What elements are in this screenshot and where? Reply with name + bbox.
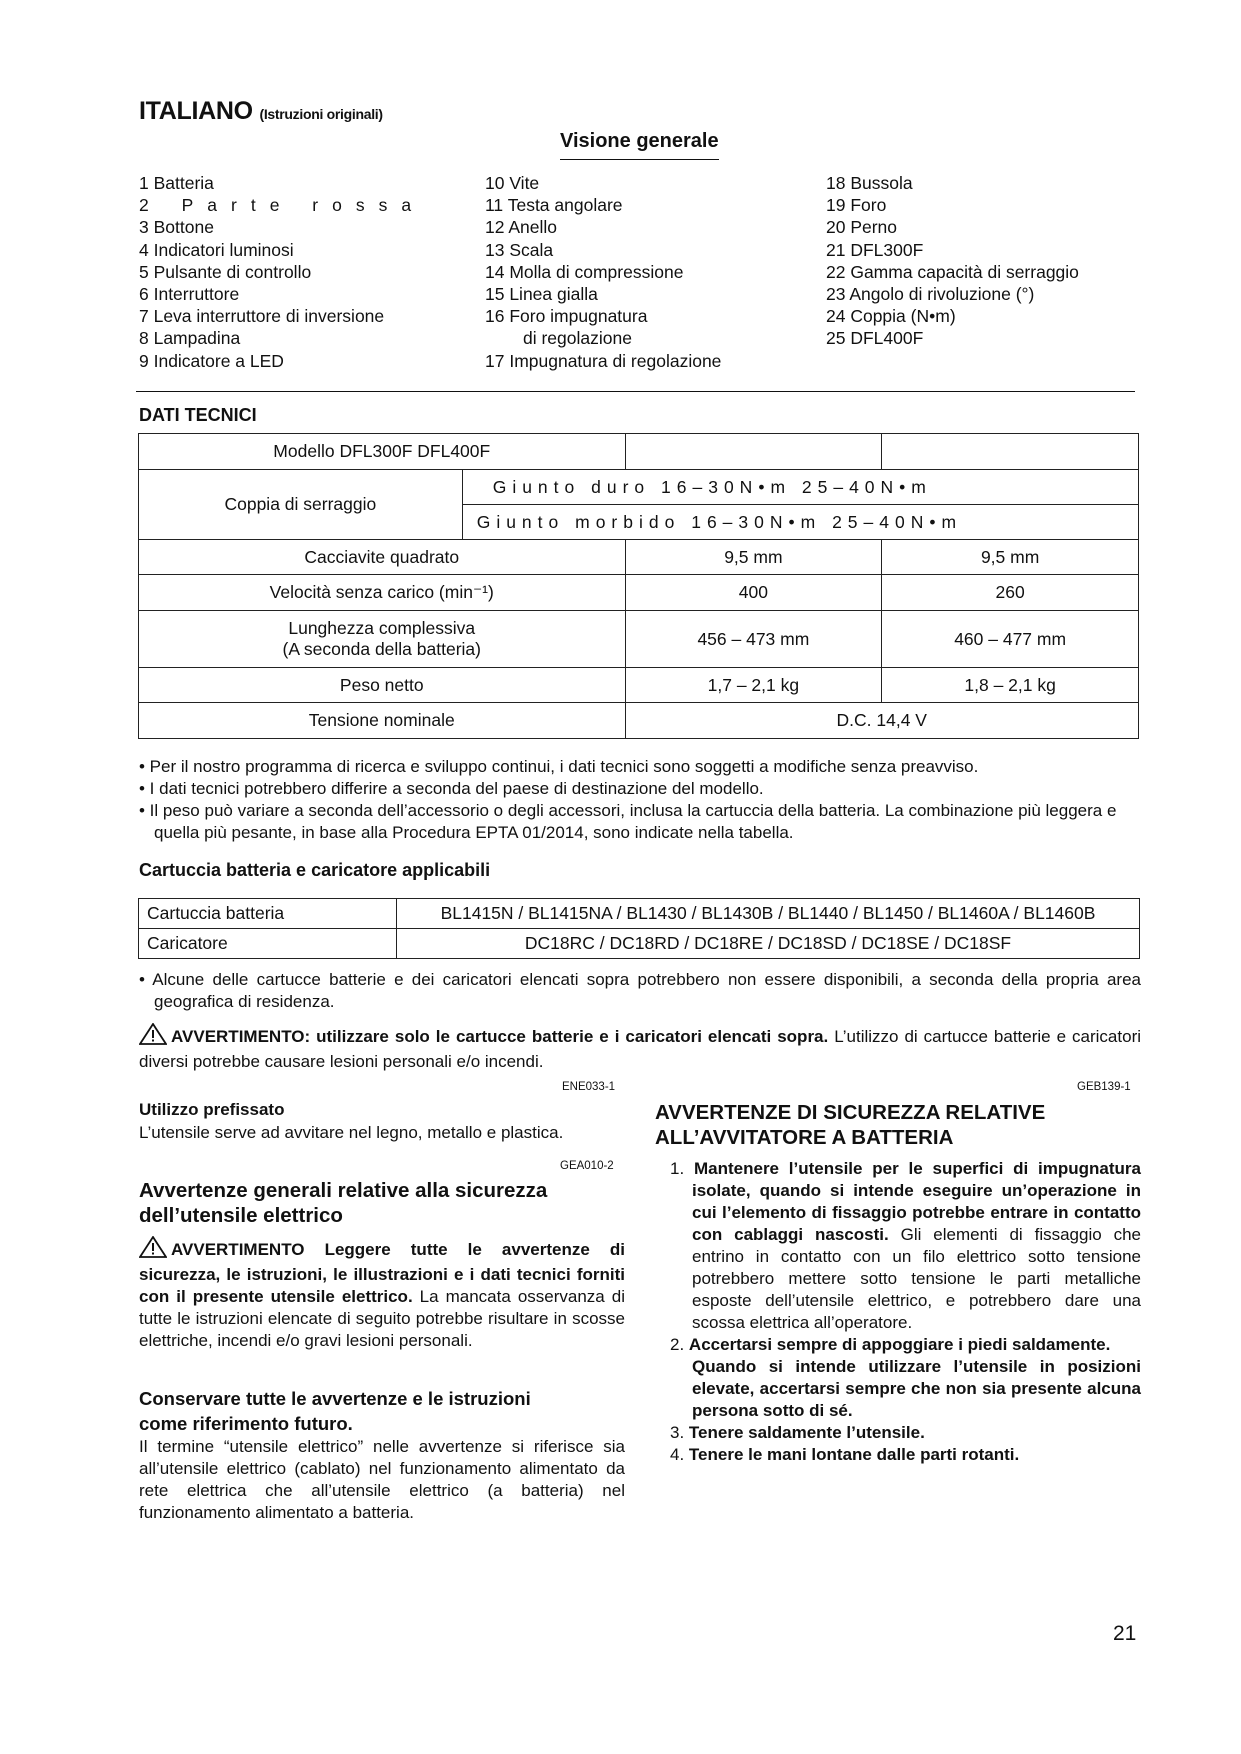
table-row (139, 668, 1139, 703)
title-line: Conservare tutte le avvertenze e le istruzioni (139, 1388, 531, 1409)
spec-value: 1,7 – 2,1 kg (625, 668, 882, 703)
note-item: • Il peso può variare a seconda dell’accessorio o degli accessori, inclusa la cartuccia della batteria. La combinazione più leggera e quella più pesante, in base alla Procedura EPTA 01/2014, sono indicate nella tabella. (139, 801, 1117, 842)
battery-title: Cartuccia batteria e caricatore applicabili (139, 860, 491, 880)
general-warning-paragraph (139, 1236, 625, 1352)
title-line: come riferimento futuro. (139, 1413, 353, 1434)
list-item: 20 Perno (826, 217, 898, 238)
spec-value: 9,5 mm (882, 540, 1139, 575)
battery-label: Cartuccia batteria (139, 899, 397, 929)
spec-label-line: Lunghezza complessiva (288, 618, 476, 638)
overview-title: Visione generale (560, 130, 719, 160)
spec-value: 460 – 477 mm (882, 611, 1139, 668)
battery-table (138, 898, 1140, 959)
overview-column-2 (485, 172, 721, 372)
table-row (139, 540, 1139, 575)
spec-label: Cacciavite quadrato (139, 540, 626, 575)
list-item: 22 Gamma capacità di serraggio (826, 261, 1079, 282)
use-text: L’utensile serve ad avvitare nel legno, metallo e plastica. (139, 1123, 564, 1142)
list-item: 14 Molla di compressione (485, 261, 684, 282)
item-bold: Accertarsi sempre di appoggiare i piedi saldamente. (688, 1335, 1111, 1354)
list-item: 8 Lampadina (139, 328, 241, 349)
section-code: GEB139-1 (1077, 1081, 1131, 1093)
general-warnings-title (139, 1178, 547, 1228)
list-item: 7 Leva interruttore di inversione (139, 306, 385, 327)
list-item: 19 Foro (826, 195, 887, 216)
list-item: di regolazione (523, 328, 632, 349)
charger-value: DC18RC / DC18RD / DC18RE / DC18SD / DC18SE / DC18SF (397, 929, 1140, 959)
table-row (139, 611, 1139, 668)
battery-screwdriver-safety-title (655, 1100, 1045, 1150)
soft-joint-cell: Giunto morbido 16–30N•m 25–40N•m (462, 505, 1138, 540)
warning-text: La mancata osservanza di tutte le istruzioni elencate di seguito potrebbe risultare in scosse elettriche, incendi e/o gravi lesioni personali. (139, 1287, 625, 1350)
spec-label (139, 611, 626, 668)
overview-column-1 (139, 172, 425, 372)
warning-triangle-icon (139, 1236, 167, 1264)
language-heading: ITALIANO (139, 97, 253, 125)
model-cell: Modello DFL300F DFL400F (139, 434, 626, 470)
page-number: 21 (1113, 1622, 1137, 1645)
list-item: 17 Impugnatura di regolazione (485, 350, 722, 371)
item-text: Gli elementi di fissaggio che entrino in contatto con un filo elettrico sotto tensione potrebbero mettere sotto tensione le parti metalliche esposte dell’utensile elettrico, e potrebbero dare una scossa elettrica all’operatore. (692, 1225, 1142, 1332)
spec-label: Tensione nominale (139, 703, 626, 739)
specs-title: DATI TECNICI (139, 405, 257, 425)
list-item: 15 Linea gialla (485, 284, 598, 305)
title-line: Avvertenze generali relative alla sicurezza (139, 1179, 548, 1202)
empty-cell (625, 434, 882, 470)
list-item: 16 Foro impugnatura (485, 306, 648, 327)
section-divider (136, 391, 1135, 392)
list-item: 10 Vite (485, 173, 540, 193)
item-bold: Mantenere l’utensile per le superfici di impugnatura isolate, quando si intende eseguire un’operazione in cui l’elemento di fissaggio potrebbe entrare in contatto con cablaggi nascosti. (692, 1159, 1141, 1244)
list-item (655, 1444, 1141, 1466)
table-row (139, 899, 1140, 929)
item-number: 3. (670, 1423, 685, 1442)
list-item (655, 1158, 1141, 1334)
spec-label: Velocità senza carico (min⁻¹) (139, 575, 626, 611)
item-number: 4. (670, 1445, 685, 1464)
spec-value: 260 (882, 575, 1139, 611)
section-code: ENE033-1 (562, 1081, 616, 1093)
note-item: • I dati tecnici potrebbero differire a seconda del paese di destinazione del modello. (139, 779, 764, 798)
list-item: 24 Coppia (N•m) (826, 306, 956, 327)
battery-value: BL1415N / BL1415NA / BL1430 / BL1430B / BL1440 / BL1450 / BL1460A / BL1460B (397, 899, 1140, 929)
item-number: 1. (670, 1159, 685, 1178)
warning-bold-text: AVVERTIMENTO: utilizzare solo le cartucce batterie e i caricatori elencati sopra. (171, 1027, 829, 1046)
spec-value: 1,8 – 2,1 kg (882, 668, 1139, 703)
item-bold: Tenere saldamente l’utensile. (688, 1423, 925, 1442)
note-item: • Per il nostro programma di ricerca e sviluppo continui, i dati tecnici sono soggetti a modifiche senza preavviso. (139, 757, 979, 776)
title-line: ALL’AVVITATORE A BATTERIA (655, 1126, 954, 1149)
keep-warnings-text: Il termine “utensile elettrico” nelle avvertenze si riferisce sia all’utensile elettrico (cablato) nel funzionamento alimentato da rete elettrica che all’utensile elettrico (a batteria) nel funzionamento alimentato a batteria. (139, 1437, 625, 1522)
list-item (655, 1422, 1141, 1444)
spec-value: 456 – 473 mm (625, 611, 882, 668)
list-item (655, 1334, 1141, 1422)
table-row (139, 434, 1139, 470)
keep-warnings-title (139, 1386, 531, 1436)
spec-notes (139, 756, 1141, 844)
use-title: Utilizzo prefissato (139, 1100, 285, 1119)
list-item: 18 Bussola (826, 173, 913, 193)
list-item: 13 Scala (485, 239, 554, 260)
hard-joint-cell: Giunto duro 16–30N•m 25–40N•m (462, 470, 1138, 505)
spec-label-line: (A seconda della batteria) (282, 639, 481, 659)
language-note: (Istruzioni originali) (259, 106, 383, 122)
list-item: 5 Pulsante di controllo (139, 261, 312, 282)
table-row (139, 470, 1139, 505)
warning-triangle-icon (139, 1023, 167, 1051)
section-code: GEA010-2 (560, 1160, 614, 1172)
list-item: 4 Indicatori luminosi (139, 239, 294, 260)
spec-value: 9,5 mm (625, 540, 882, 575)
warning-text: L’utilizzo di cartucce batterie e caricatori diversi potrebbe causare lesioni personali e/o incendi. (139, 1027, 1142, 1071)
table-row (139, 929, 1140, 959)
item-number: 2. (670, 1335, 685, 1354)
safety-list (655, 1158, 1141, 1466)
battery-note: • Alcune delle cartucce batterie e dei caricatori elencati sopra potrebbero non essere disponibili, a seconda della propria area geografica di residenza. (139, 970, 1141, 1011)
list-item: 2 Parte rossa (139, 195, 426, 216)
warning-bold-text: AVVERTIMENTO Leggere tutte le avvertenze di sicurezza, le istruzioni, le illustrazioni e i dati tecnici forniti con il presente utensile elettrico. (139, 1240, 625, 1306)
spec-value: D.C. 14,4 V (625, 703, 1138, 739)
table-row (139, 575, 1139, 611)
charger-label: Caricatore (139, 929, 397, 959)
list-item: 12 Anello (485, 217, 558, 238)
torque-label: Coppia di serraggio (139, 470, 463, 540)
list-item: 23 Angolo di rivoluzione (°) (826, 284, 1035, 305)
list-item: 3 Bottone (139, 217, 214, 238)
list-item: 11 Testa angolare (485, 195, 623, 216)
list-item: 6 Interruttore (139, 284, 240, 305)
spec-value: 400 (625, 575, 882, 611)
item-bold: Tenere le mani lontane dalle parti rotanti. (688, 1445, 1020, 1464)
empty-cell (882, 434, 1139, 470)
table-row (139, 703, 1139, 739)
list-item: 9 Indicatore a LED (139, 350, 284, 371)
title-line: dell’utensile elettrico (139, 1204, 343, 1227)
battery-warning (139, 1023, 1141, 1073)
page-title (139, 97, 383, 126)
spec-label: Peso netto (139, 668, 626, 703)
list-item: 21 DFL300F (826, 239, 924, 260)
title-line: AVVERTENZE DI SICUREZZA RELATIVE (655, 1101, 1046, 1124)
list-item: 25 DFL400F (826, 328, 924, 349)
list-item: 1 Batteria (139, 173, 214, 193)
item-bold: Quando si intende utilizzare l’utensile in posizioni elevate, accertarsi sempre che non sia presente alcuna persona sotto di sé. (692, 1357, 1141, 1420)
specs-table (138, 433, 1139, 739)
overview-column-3 (826, 172, 1079, 350)
